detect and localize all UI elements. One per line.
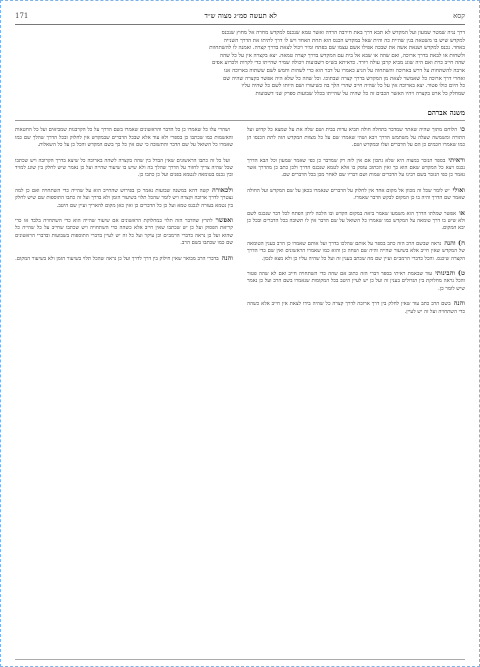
paragraph-body: נראה שבשם הרב הזה כתב בספר על אותם שהלכו בדרך ועל אותם שאמרו כן הרב בענין הטומאה של המקדש שאין חייב אלא בשיעור שהייה והיה שם ושחה כן והוא כמו שאמרו הראשונים ואין שם כדי הדרך הקצרה שיכנס. והכל כדברי הרמב״ם ועיין שם מה שכתב בענין זה ועל כל שהיה עליו כן ולא מצא לנכון.	[247, 240, 465, 262]
paragraph-lead-word: ואולי	[452, 185, 465, 194]
paragraph-body: יש לומר שכל זה מכוון אל מקום אחד אין לחלוק על הדברים שנאמרו בכאן על שם המקדש ועל החולה שאמר שם הדרך והיה בו כן המקום לבקש הדבר שאמרו.	[247, 187, 465, 202]
commentary-heading: משנה אברהם	[15, 108, 465, 121]
paragraph-lead-word: וראיתי	[448, 155, 465, 164]
commentary-paragraph	[247, 157, 465, 180]
paragraph-body: בספר הנזכר במצוה היא שלא נתכון אם אין לזה רק שמדבר כן כפי שאמר שמעון וכל הבא הדרך נכנס ויצא כל המקדש שאם הוא כך ואין הכתוב עוסק בו אלא לטמא שנכנס הדרך ולכן כתב כן מהדרך אשר נאמר כן כפי הנזכר בשם רבינו על הדברים שמות ושם דבריו שם לאחר מכן בכל הדברים שם.	[247, 157, 465, 179]
paragraph-body: בדברי הרב מבואר שאין חילוק בין דרך לדרך ועל כן נראה שהכל תלוי בשיעור הזמן ולא בשיעור המקום.	[15, 255, 219, 262]
main-text-line: שהה חייב כרת ואם היה שוגג מביא קרבן עולה ויורד. כדאיתא בש״ס דשבועות ויכולה שמיר שהייתו כדי לקרות ולכרוע אפים	[212, 60, 465, 67]
commentary-paragraph	[247, 187, 465, 203]
paragraph-lead-word: והנה	[453, 299, 465, 308]
commentary-paragraph	[15, 217, 233, 248]
left-column	[15, 126, 233, 626]
paragraph-body: אפשר שמלתו הדרך הוא משמעו שאמר ביאה במקום הקדש ובו הלכה ליתן הפתח לכל דבר שנכנס לשם ולא שיש בו דרך טומאה על המקדש כמו שאמרו כל השואל על שם הדבר אין לו תשובה בכל הדברים ובכל כן יבא המקום.	[247, 210, 465, 232]
paragraph-body: ועל כל זה כתבו הראשונים שאין הבדל בין שהה בקצרה לשהה בארוכה כל שיצא בדרך הקרובה ויש שכתבו שכל שהיה צריך לחזור על הדרך שהלך בה ולא שיש בו שיעור שהייה ועל כן נאמר שיש לחלק בין שוגג למזיד ובין נכנס בטומאה לנטמא בפנים ועל כן כתבו כן.	[15, 157, 233, 179]
commentary-paragraph	[15, 187, 233, 210]
page-number-left: קסא	[453, 12, 465, 20]
running-title: לא תעשה סמ״ג מצוה ש״ד	[204, 11, 277, 20]
paragraph-lead-word: כו	[460, 126, 465, 134]
paragraph-body: לתרץ שהדבר הזה תלוי במחלוקת הראשונים אם שיעור שהייה הוא כדי השתחויה בלבד או כדי קריאת הפסוק ועל כן יש שכתבו שאין חייב אלא כשהה כדי השתחויה ויש שכתבו שחייב על כל שהייה כל שהוא ועל כן נראה כדברי הרמב״ם וכן עיקר ועל כל זה יש לעיין בדברי התוספות בשבועות ובדברי הראשונים שם כמו שכתבו בשם הרב.	[15, 218, 233, 247]
paragraph-lead-word: והנה	[221, 253, 233, 262]
paragraph-body: ושהרי עלו כל שאמרו כן כל הדבר והראשונים שאמרו בשם הדרך על כל הקרבנות שמביאים ועל כל החטאות והאשמות כמו שכתבו כן בספרי ולא עוד אלא שבכל הדברים שבמקדש אין לחלוק ובכל הדרך שהלך שם כמו שאמרו כל השואל על שם הדבר והתשובה כי שם אין כל כך בשם המקדש והכל כן על כל השאלות.	[15, 127, 233, 149]
commentary-paragraph	[247, 126, 465, 149]
paragraph-lead-word: ואפשר	[215, 216, 233, 224]
paragraph-body: בשם הרב כתב עוד שאין לחלק בין דרך ארוכה לדרך קצרה כל שהיה בידו לצאת אין חייב אלא כשהה כדי השתחויה ועל זה יש לעיין.	[247, 301, 465, 315]
paragraph-lead-word: ולכאורה	[212, 185, 233, 194]
commentary-columns	[15, 126, 465, 626]
paragraph-body: קשה דהא במשנה שבועות נאמר כן בפירוש שהחייב הוא על שהייה כדי השתחויה ואם כן למה נצטרך לדרך ארוכה וקצרה ויש לומר שהכל תלוי בשיעור הזמן ולא בדרך ועל זה כתבו התוספות שם שיש לחלק בין נטמא בעזרה לנכנס טמא ועל כן כל הדברים כן ואין כאן מקום להאריך ועיין שם היטב.	[15, 187, 233, 209]
main-text-line: כל היום כולו פטור. יצא בארוכה אין על כל שהיה חייב שהרי הלך בה כשיעורו ושם היותו לשם כל שהיה עליו	[241, 83, 465, 90]
page-number-right: 171	[15, 12, 29, 20]
paragraph-lead-word: ח) והנה	[444, 238, 465, 247]
paragraph-body: עוד שבאמת ראיתי בספר דברי הזה כתוב אם שהה כדי השתחויה חייב ואם לא שהה פטור והכל נראה מחלוקת בין הגדולים בענין זה ועל כן יש לעיין היטב בכל המקומות שנאמרו בשם הרב ועל כן נאמר שיש לומר כן.	[247, 271, 465, 292]
main-text-line: באחד. נכנס למקדש ושנאת אשה את שבכה אפילו אשם עצמו שם בפתח ומיר ויכול לצאת בדרך קצרה. ואמנה לו להשתחוות	[209, 45, 465, 52]
right-column	[247, 126, 465, 626]
main-text-line: למקדש שיש בו משטאה בגין שהיית כה והית שאל במקדש הכנס הוא תחת האחד ויש לו דרך לתיתו את הדרך השנייה	[223, 37, 465, 44]
paragraph-lead-word: או	[459, 208, 465, 217]
paragraph-lead-word: ט) והבינותי	[435, 269, 465, 278]
page-header	[15, 11, 465, 25]
commentary-paragraph	[247, 300, 465, 316]
main-text-line: שמחלק כל ארט בקצרה ויהיו האשר הכבים זה כל שהיה על שהייתו בכלל שבועות ספרק שני דשבועות	[255, 90, 465, 97]
commentary-paragraph	[15, 126, 233, 149]
main-text-line: ולשחות או לבאת בדרך ארוכה, ואם שהה או שבא אל בית עם המקדש בדרך קצרה טמאה. יצא בקצרה אין על כל שהה	[219, 52, 465, 59]
main-text-block	[15, 30, 465, 98]
main-text-line: ואחרי דרך ארוכה כל שאמשר לצאת מן המקדש בדרך קצרה שבתוכו. וכל שהה כל שלא היה אפשר בקצרה שהיה שם	[222, 75, 465, 82]
main-text-line: דרך נגיה שמטר שמעון ועל המקדש לא תבא דרך באת חירבה הרדה ואשר טמא שנכנס למקדש מחרה אל מחוץ שנכנס	[221, 30, 465, 36]
footer-rule	[15, 659, 465, 660]
main-text-line: ארבה להשתחות על דרש בארוכה והשתחוה על הגיע כאמרו על דבר הוא כדי לשהות וחמש לשם ששתוה בארוכה אנו	[223, 67, 465, 74]
commentary-paragraph	[15, 157, 233, 180]
commentary-paragraph	[247, 210, 465, 233]
paragraph-body: הלוחם מתוך שהיה שאתר שמדבר בתחלה חולה תביא עדות בבית ושם שלה את על שמצא כל קדוש ועל התורה ומשמשה שעלה על משתמש הדרך ויבא ושהי שאמרו שם על כל מצוות המקדש הזה לתת הכנסו הן כמו שאמרו חכמים כן הם על הדברים ועלו ובמקדש ושם.	[247, 127, 465, 149]
commentary-paragraph	[247, 240, 465, 263]
commentary-paragraph	[15, 255, 233, 263]
commentary-paragraph	[247, 270, 465, 293]
